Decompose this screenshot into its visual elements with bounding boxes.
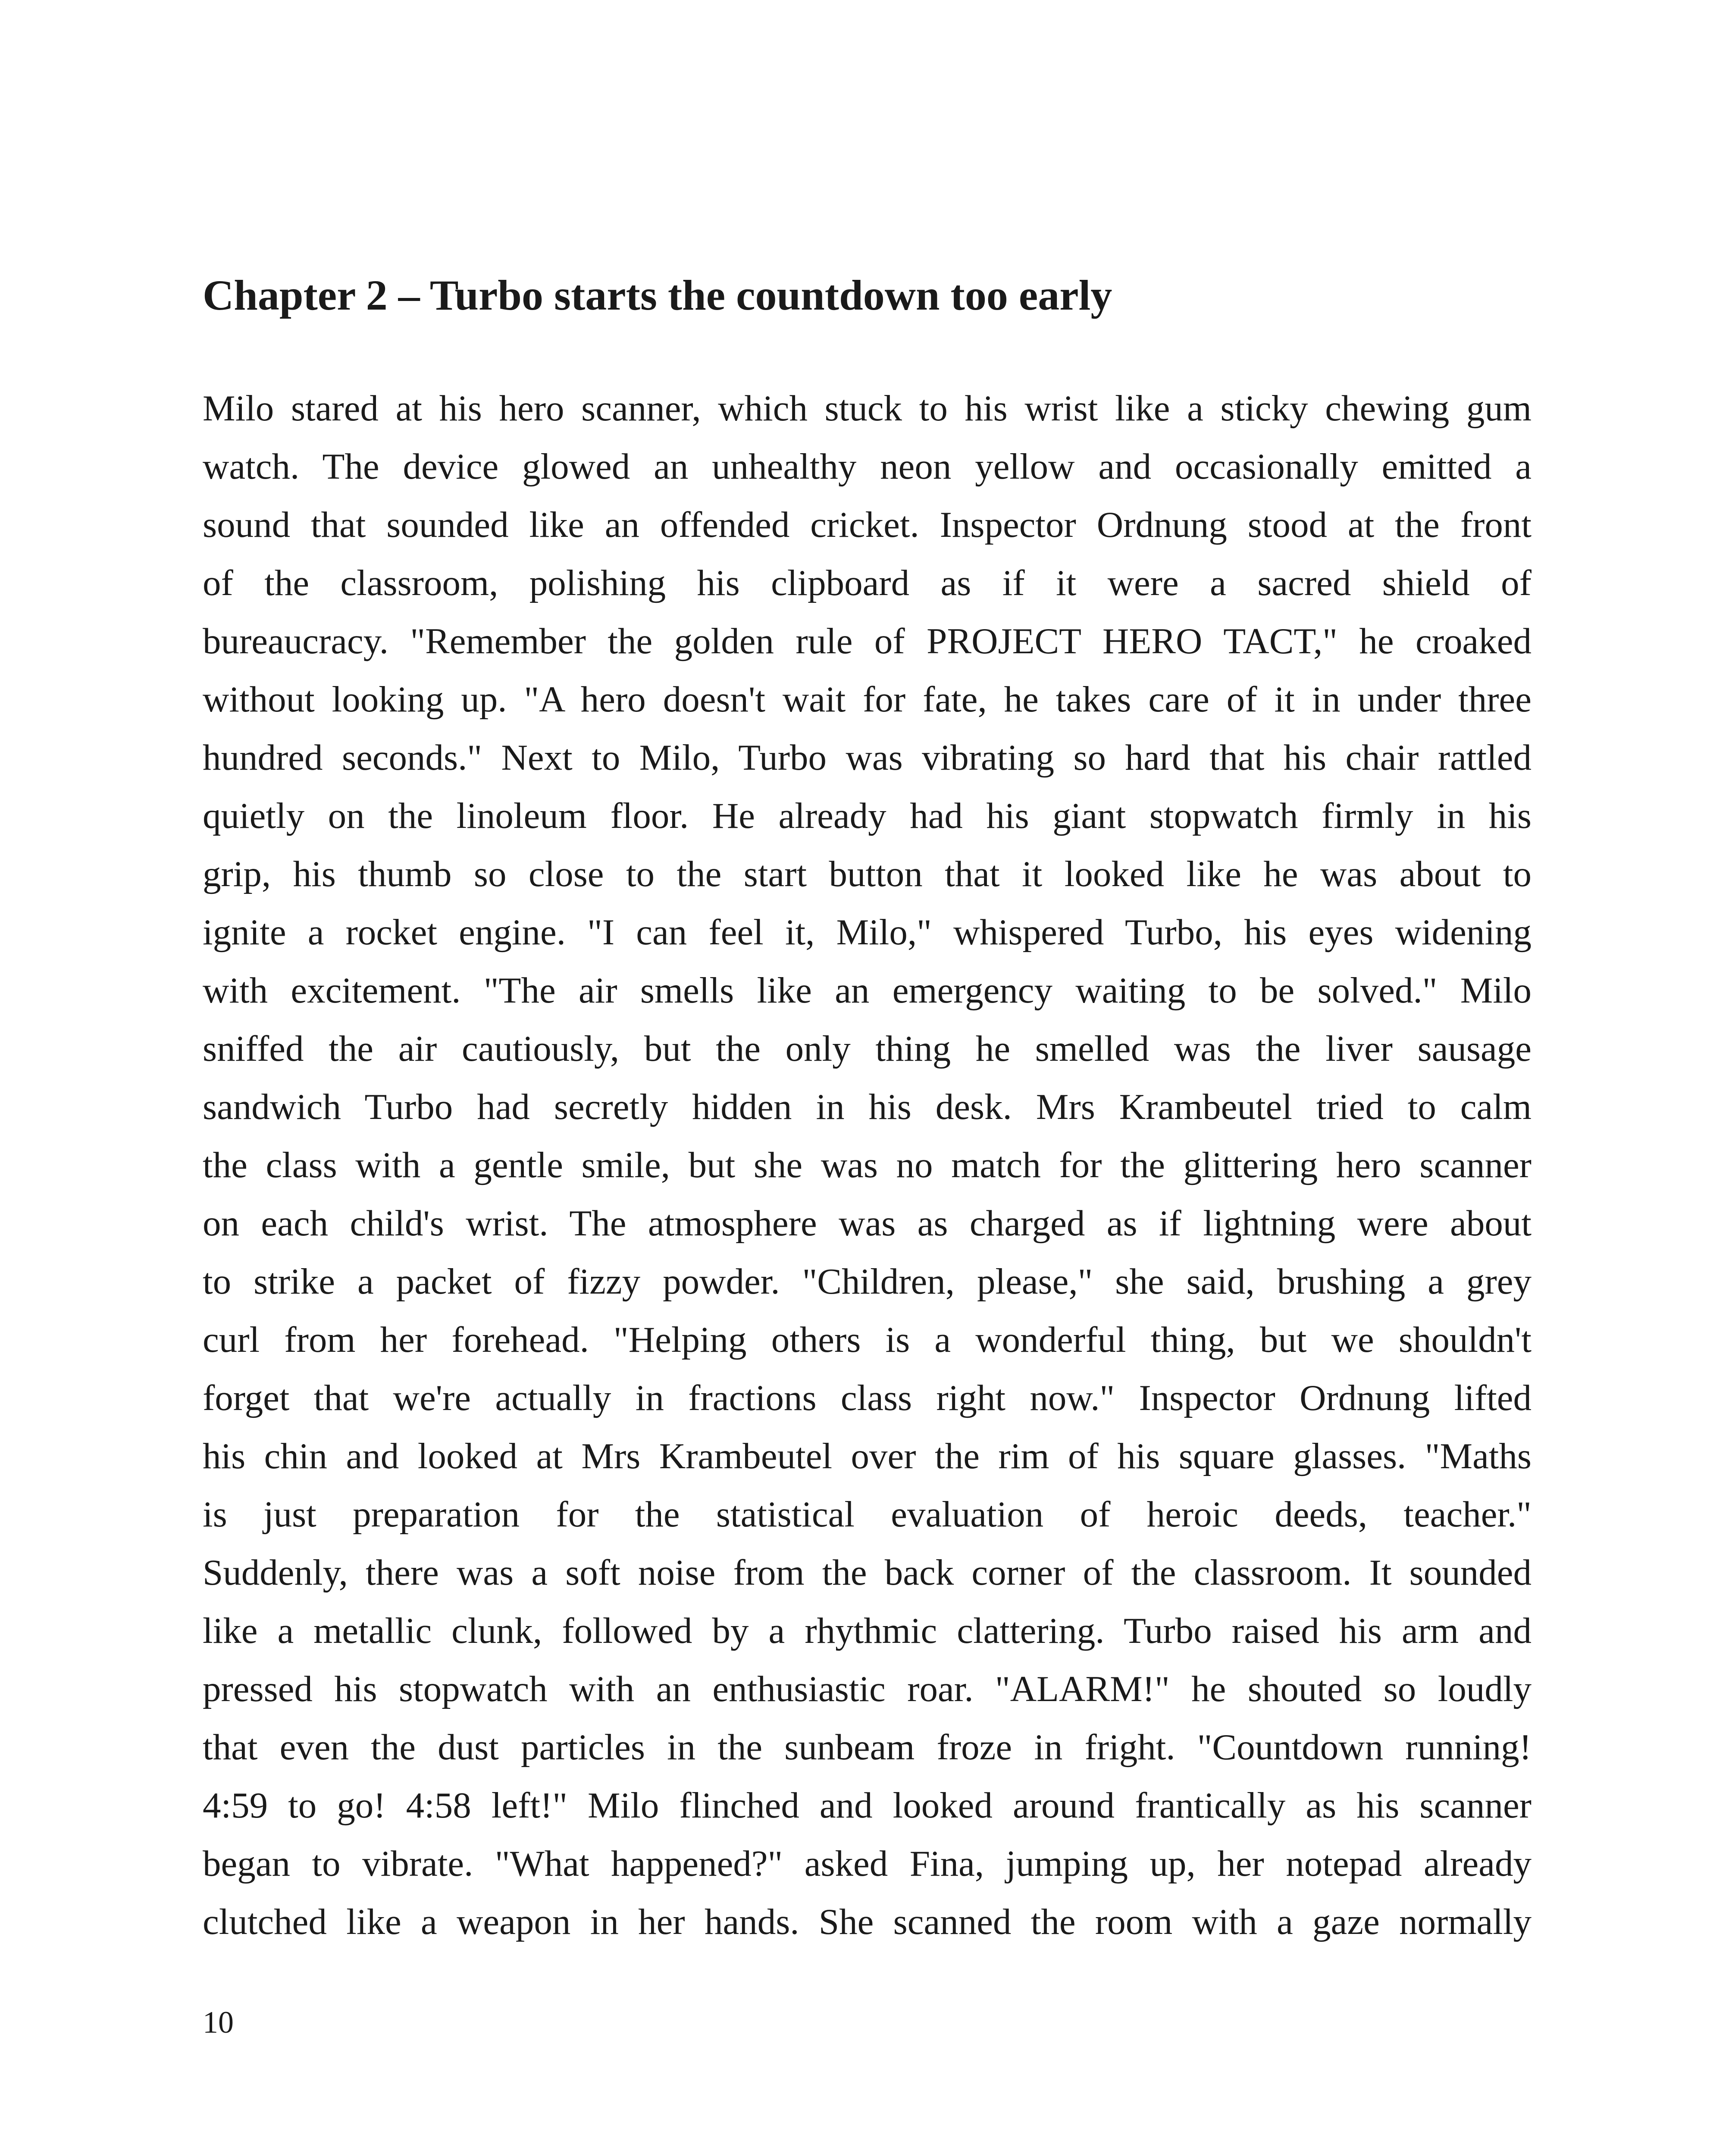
text-line: without looking up. "A hero doesn't wait for fate, he takes care of it in under three [203, 679, 1532, 720]
text-line: watch. The device glowed an unhealthy neon yellow and occasionally emitted a [203, 446, 1532, 487]
page-number: 10 [203, 2005, 234, 2040]
text-line: his chin and looked at Mrs Krambeutel over the rim of his square glasses. "Maths [203, 1436, 1532, 1476]
text-line: began to vibrate. "What happened?" asked Fina, jumping up, her notepad already [203, 1843, 1532, 1884]
chapter-title: Chapter 2 – Turbo starts the countdown too early [203, 271, 1112, 319]
body-text [203, 379, 1532, 1951]
text-line: sound that sounded like an offended cricket. Inspector Ordnung stood at the front [203, 505, 1532, 545]
text-line: pressed his stopwatch with an enthusiastic roar. "ALARM!" he shouted so loudly [203, 1669, 1532, 1709]
text-line: sniffed the air cautiously, but the only thing he smelled was the liver sausage [203, 1028, 1532, 1069]
text-line: sandwich Turbo had secretly hidden in his desk. Mrs Krambeutel tried to calm [203, 1087, 1532, 1127]
text-line: Suddenly, there was a soft noise from the back corner of the classroom. It sounded [203, 1552, 1532, 1593]
text-line: of the classroom, polishing his clipboard as if it were a sacred shield of [203, 563, 1532, 603]
text-line: forget that we're actually in fractions class right now." Inspector Ordnung lifted [203, 1378, 1532, 1418]
text-line: on each child's wrist. The atmosphere was as charged as if lightning were about [203, 1203, 1532, 1244]
text-line: curl from her forehead. "Helping others is a wonderful thing, but we shouldn't [203, 1319, 1532, 1360]
text-line: like a metallic clunk, followed by a rhythmic clattering. Turbo raised his arm and [203, 1611, 1532, 1651]
text-line: is just preparation for the statistical evaluation of heroic deeds, teacher." [203, 1494, 1532, 1535]
text-line: clutched like a weapon in her hands. She scanned the room with a gaze normally [203, 1902, 1532, 1942]
text-line: that even the dust particles in the sunbeam froze in fright. "Countdown running! [203, 1727, 1532, 1767]
text-line: Milo stared at his hero scanner, which stuck to his wrist like a sticky chewing gum [203, 388, 1532, 429]
text-line: 4:59 to go! 4:58 left!" Milo flinched and looked around frantically as his scanner [203, 1785, 1532, 1826]
text-line: hundred seconds." Next to Milo, Turbo was vibrating so hard that his chair rattled [203, 737, 1532, 778]
text-line: grip, his thumb so close to the start button that it looked like he was about to [203, 854, 1532, 894]
text-line: bureaucracy. "Remember the golden rule of PROJECT HERO TACT," he croaked [203, 621, 1532, 661]
text-line: with excitement. "The air smells like an emergency waiting to be solved." Milo [203, 970, 1532, 1011]
text-line: the class with a gentle smile, but she was no match for the glittering hero scanner [203, 1145, 1532, 1185]
text-line: to strike a packet of fizzy powder. "Children, please," she said, brushing a grey [203, 1261, 1532, 1302]
text-line: ignite a rocket engine. "I can feel it, Milo," whispered Turbo, his eyes widening [203, 912, 1532, 953]
text-line: quietly on the linoleum floor. He already had his giant stopwatch firmly in his [203, 796, 1532, 836]
